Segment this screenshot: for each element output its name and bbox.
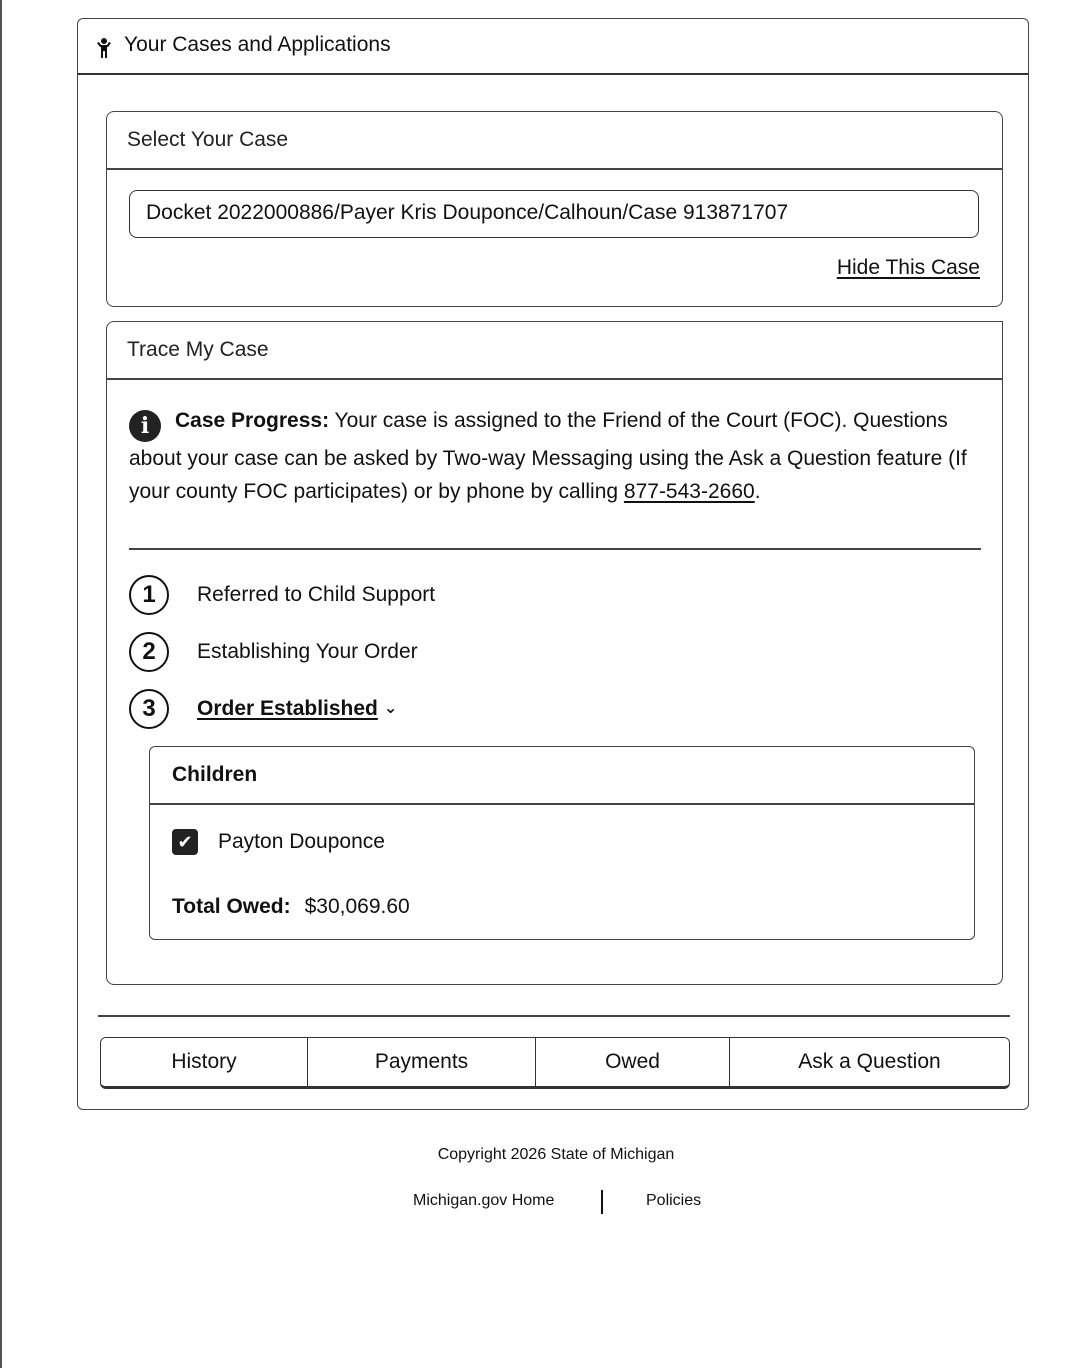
step-number-icon: 3	[129, 689, 169, 729]
step-order-established[interactable]	[129, 686, 397, 732]
children-heading: Children	[172, 763, 258, 786]
footer-separator	[601, 1190, 603, 1214]
case-tab-bar	[100, 1037, 1010, 1089]
card-title: Your Cases and Applications	[124, 33, 391, 56]
person-icon	[96, 37, 112, 59]
trace-header	[107, 322, 1002, 380]
step-referred	[129, 572, 435, 618]
info-icon: i	[129, 410, 161, 442]
total-owed-label: Total Owed:	[172, 895, 291, 918]
phone-link[interactable]: 877-543-2660	[623, 480, 755, 503]
case-progress-label: Case Progress:	[175, 409, 330, 432]
trace-heading: Trace My Case	[127, 338, 269, 361]
children-header	[150, 747, 974, 805]
footer-copyright: Copyright 2026 State of Michigan	[437, 1146, 675, 1163]
children-panel	[149, 746, 975, 940]
case-select-dropdown[interactable]: Docket 2022000886/Payer Kris Douponce/Calhoun/Case 913871707	[129, 190, 979, 238]
cases-and-applications-card	[77, 18, 1029, 1110]
tab-owed[interactable]: Owed	[536, 1038, 730, 1086]
checkbox-checked-icon[interactable]: ✔	[172, 829, 198, 855]
select-case-heading: Select Your Case	[127, 128, 289, 151]
card-divider	[98, 1015, 1010, 1017]
card-header	[78, 19, 1028, 75]
tab-history[interactable]: History	[101, 1038, 308, 1086]
case-progress-info	[129, 404, 981, 508]
tab-payments[interactable]: Payments	[308, 1038, 536, 1086]
total-owed-row	[172, 895, 410, 919]
step-number-icon: 2	[129, 632, 169, 672]
section-divider	[129, 548, 981, 550]
step-label: Order Established	[197, 697, 378, 720]
case-progress-text-end: .	[754, 480, 761, 503]
order-established-toggle[interactable]	[197, 697, 397, 721]
step-label: Establishing Your Order	[197, 640, 418, 663]
select-case-header	[107, 112, 1002, 170]
child-name: Payton Douponce	[218, 830, 385, 853]
child-list-item	[172, 829, 385, 855]
chevron-down-icon: ⌄	[383, 700, 398, 717]
total-owed-value: $30,069.60	[304, 895, 410, 918]
policies-link[interactable]: Policies	[646, 1192, 702, 1209]
michigan-gov-home-link[interactable]: Michigan.gov Home	[413, 1192, 555, 1209]
case-progress-text: Your case is assigned to the Friend of the Court (FOC). Questions about your case can be asked by Two-way Messaging using the Ask a Question feature (If your county FOC participates) or by phone by calling	[129, 409, 967, 503]
step-number-icon: 1	[129, 575, 169, 615]
step-label: Referred to Child Support	[197, 583, 436, 606]
hide-this-case-link[interactable]: Hide This Case	[836, 256, 980, 279]
page-edge-line	[0, 0, 2, 1368]
select-case-section	[106, 111, 1003, 307]
trace-my-case-section	[106, 321, 1003, 985]
step-establishing	[129, 629, 418, 675]
tab-ask-a-question[interactable]: Ask a Question	[730, 1038, 1009, 1086]
